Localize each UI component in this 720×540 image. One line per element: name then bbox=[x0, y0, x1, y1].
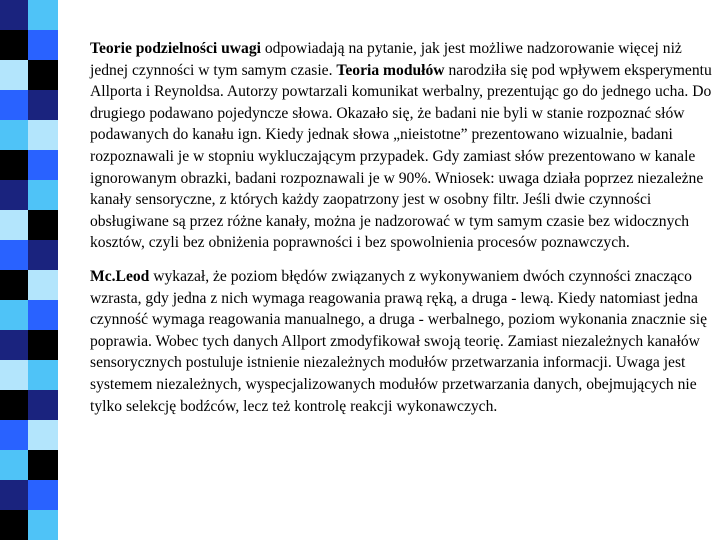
strip-block-31 bbox=[0, 450, 28, 480]
paragraph1-text2: narodziła się pod wpływem eksperymentu Allporta i Reynoldsa. Autorzy powtarzali komunikat werbalny, prezentując go do jednego ucha. Do drugiego podawano pojedyncze słowa. Okazało się, że badani nie byli w stanie rozpoznać słów podawanych do kanału ign. Kiedy jednak słowa „nieistotne” prezentowano wizualnie, badani rozpoznawali je w stopniu wykluczającym przypadek. Gdy zamiast słów prezentowano w kanale ignorowanym obrazki, badani rozpoznawali je w 90%. Wniosek: uwaga działa poprzez niezależne kanały sensoryczne, z których każdy zaopatrzony jest w osobny filtr. Jeśli dwie czynności obsługiwane są przez różne kanały, można je nadzorować w tym samym czasie bez widocznych kosztów, czyli bez obniżenia poprawności i bez spowolnienia procesów poznawczych. bbox=[90, 61, 712, 252]
strip-block-28 bbox=[28, 390, 58, 420]
paragraph-mcleod bbox=[90, 266, 714, 417]
strip-block-1 bbox=[0, 0, 28, 30]
strip-block-29 bbox=[0, 420, 28, 450]
strip-block-33 bbox=[0, 480, 28, 510]
strip-block-14 bbox=[28, 180, 58, 210]
strip-block-11 bbox=[0, 150, 28, 180]
strip-block-13 bbox=[0, 180, 28, 210]
strip-block-30 bbox=[28, 420, 58, 450]
strip-block-22 bbox=[28, 300, 58, 330]
strip-block-23 bbox=[0, 330, 28, 360]
strip-block-6 bbox=[28, 60, 58, 90]
strip-block-35 bbox=[0, 510, 28, 540]
strip-block-27 bbox=[0, 390, 28, 420]
strip-block-10 bbox=[28, 120, 58, 150]
strip-block-15 bbox=[0, 210, 28, 240]
strip-block-7 bbox=[0, 90, 28, 120]
paragraph1-text1: odpowiadają na pytanie, jak jest możliwe nadzorowanie więcej niż jednej czynności w tym samym czasie. bbox=[90, 40, 682, 79]
strip-block-12 bbox=[28, 150, 58, 180]
strip-block-9 bbox=[0, 120, 28, 150]
strip-block-26 bbox=[28, 360, 58, 390]
strip-block-19 bbox=[0, 270, 28, 300]
strip-block-17 bbox=[0, 240, 28, 270]
strip-block-25 bbox=[0, 360, 28, 390]
slide-content bbox=[90, 38, 714, 429]
term-modules-theory: Teoria modułów bbox=[336, 61, 445, 79]
strip-block-32 bbox=[28, 450, 58, 480]
strip-block-36 bbox=[28, 510, 58, 540]
strip-block-24 bbox=[28, 330, 58, 360]
strip-block-4 bbox=[28, 30, 58, 60]
strip-block-34 bbox=[28, 480, 58, 510]
strip-block-16 bbox=[28, 210, 58, 240]
paragraph-divided-attention bbox=[90, 38, 714, 254]
term-divided-attention-theories: Teorie podzielności uwagi bbox=[90, 40, 261, 57]
strip-block-8 bbox=[28, 90, 58, 120]
strip-block-20 bbox=[28, 270, 58, 300]
term-mcleod: Mc.Leod bbox=[90, 267, 150, 285]
strip-block-5 bbox=[0, 60, 28, 90]
strip-block-2 bbox=[28, 0, 58, 30]
strip-block-3 bbox=[0, 30, 28, 60]
paragraph2-text1: wykazał, że poziom błędów związanych z wykonywaniem dwóch czynności znacząco wzrasta, gdy jedna z nich wymaga reagowania prawą ręką, a druga - lewą. Kiedy natomiast jedna czynność wymaga reagowania manualnego, a druga - werbalnego, poziom wykonania znacznie się poprawia. Wobec tych danych Allport zmodyfikował swoją teorię. Zamiast niezależnych kanałów sensorycznych postuluje istnienie niezależnych modułów przetwarzania informacji. Uwaga jest systemem niezależnych, wyspecjalizowanych modułów przetwarzania danych, obejmujących nie tylko selekcję bodźców, lecz też kontrolę reakcji wykonawczych. bbox=[90, 267, 708, 415]
strip-block-18 bbox=[28, 240, 58, 270]
strip-block-21 bbox=[0, 300, 28, 330]
decorative-side-strip bbox=[0, 0, 58, 540]
